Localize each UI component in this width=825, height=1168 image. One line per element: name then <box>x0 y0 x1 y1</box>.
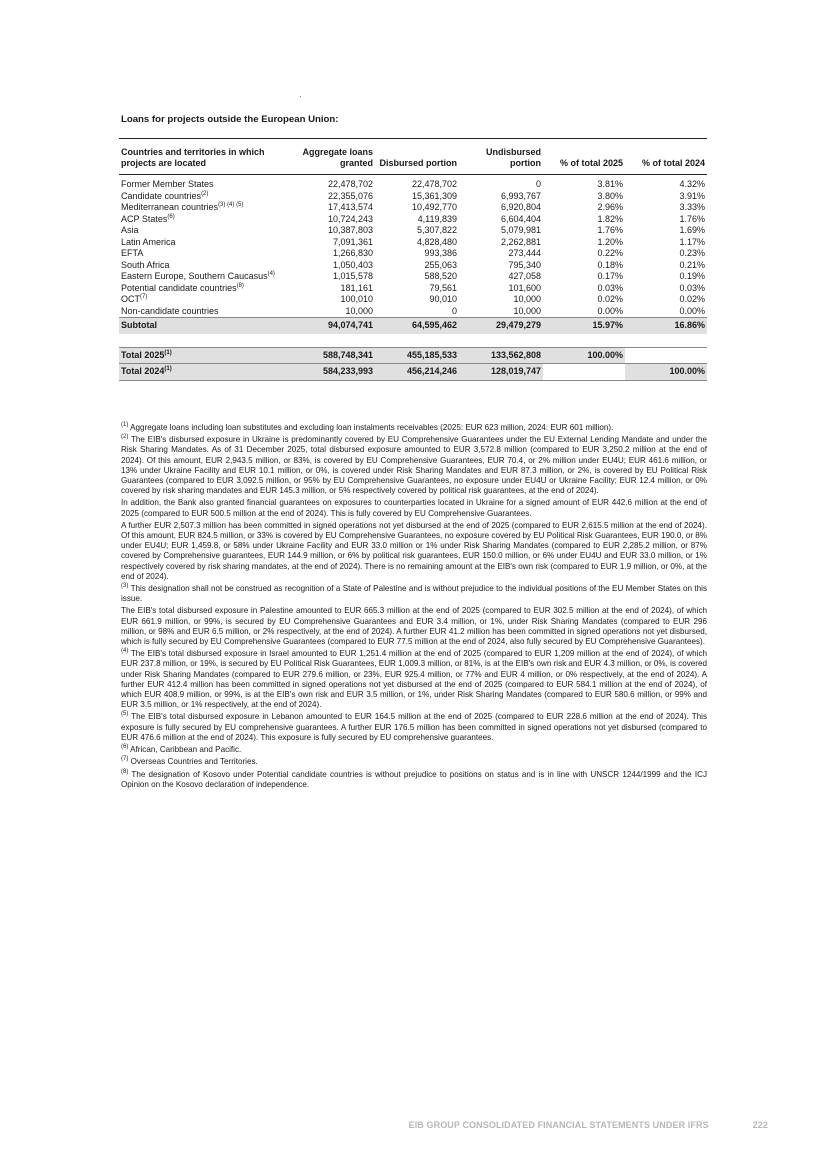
footnote <box>121 606 707 647</box>
subtotal-pct2024: 16.86% <box>625 318 707 334</box>
cell-pct2025: 0.18% <box>597 259 623 270</box>
cell-aggregate: 1,266,830 <box>332 248 373 258</box>
col-header-pct-2024: % of total 2024 <box>625 139 707 175</box>
footnote <box>121 584 707 604</box>
footnote-text: A further EUR 2,507.3 million has been committed in signed operations not yet disbursed at the end of 2025 (compared to EUR 2,615.5 million at the end of 2024). Of this amount, EUR 824.5 million, or 33% is covered by EU Comprehensive Guarantees, no exposure covered by EU Political Risk Guarantees, EUR 190.0, or 8% under EU4U; EUR 1,459.8, or 58% under Ukraine Facility and EUR 33.0 million or 1% under Risk Sharing Mandates (compared to EUR 2,285.2 million, or 87% covered by Comprehensive guarantees, EUR 144.9 million, or 6% by political risk guarantees, EUR 150.0 million, or 6% under EU4U and EUR 33.0 million, or 1% respectively covered by risk sharing mandates, at the end of 2024). There is no remaining amount at the EIB's own risk (compared to EUR 1.9 million, or 0%, at the end of 2024). <box>121 520 707 581</box>
table-row <box>119 237 707 249</box>
row-label-text: ACP States <box>121 213 168 224</box>
cell-pct2025: 0.00% <box>597 305 623 316</box>
cell-aggregate: 22,478,702 <box>327 179 373 189</box>
footnote-marker: (5) <box>121 711 129 718</box>
cell-disbursed: 4,119,839 <box>417 213 457 224</box>
total-disbursed: 456,214,246 <box>375 364 459 381</box>
page-number: 222 <box>752 1120 768 1130</box>
cell-undisbursed: 6,920,804 <box>500 202 541 212</box>
table-row <box>119 260 707 272</box>
cell-aggregate: 100,010 <box>340 294 373 304</box>
cell-pct2025: 3.81% <box>597 179 623 189</box>
row-label-text: OCT <box>121 294 140 304</box>
total-label-text: Total 2025 <box>121 349 165 360</box>
total-undisbursed: 133,562,808 <box>459 347 543 364</box>
cell-aggregate: 181,161 <box>340 282 373 293</box>
cell-disbursed: 0 <box>451 305 457 316</box>
table-row <box>119 214 707 226</box>
cell-disbursed: 22,478,702 <box>411 179 457 189</box>
footer-title: EIB GROUP CONSOLIDATED FINANCIAL STATEMENTS UNDER IFRS <box>408 1120 709 1130</box>
cell-undisbursed: 0 <box>535 179 541 189</box>
cell-undisbursed: 10,000 <box>513 294 541 304</box>
cell-pct2025: 2.96% <box>597 202 623 212</box>
spacer-cell <box>119 334 707 348</box>
table-header-row <box>119 139 707 175</box>
cell-pct2025: 0.17% <box>597 271 623 281</box>
footnote-ref: (6) <box>167 213 175 220</box>
row-label <box>119 306 291 318</box>
col-header-pct-2025: % of total 2025 <box>543 139 625 175</box>
cell-disbursed: 993,386 <box>424 248 457 258</box>
subtotal-aggregate: 94,074,741 <box>291 318 375 334</box>
total-2025-row <box>119 347 707 364</box>
cell-aggregate: 17,413,574 <box>327 202 373 212</box>
footnote-ref: (3) (4) (5) <box>218 202 244 208</box>
loans-table <box>119 138 707 381</box>
row-label <box>119 248 291 260</box>
cell-pct2025: 0.03% <box>597 282 623 293</box>
footnote <box>121 712 707 743</box>
cell-pct2024: 0.00% <box>679 305 705 316</box>
cell-undisbursed: 5,079,981 <box>500 225 541 235</box>
footnote-text: Overseas Countries and Territories. <box>128 757 258 767</box>
row-label-text: Eastern Europe, Southern Caucasus <box>121 271 268 281</box>
cell-disbursed: 4,828,480 <box>416 236 457 247</box>
footnote-ref: (4) <box>267 271 275 277</box>
cell-pct2024: 0.02% <box>679 294 705 304</box>
cell-pct2025: 3.80% <box>597 190 623 201</box>
cell-pct2024: 0.21% <box>679 259 705 270</box>
footnote <box>121 435 707 496</box>
row-label-text: Asia <box>121 225 139 235</box>
footnote-text: In addition, the Bank also granted financial guarantees on exposures to counterparties located in Ukraine for a signed amount of EUR 442.6 million at the end of 2025 (compared to EUR 500.5 million at the end of 2024). This is fully covered by EU Comprehensive Guarantees. <box>121 498 707 518</box>
row-label-text: Non-candidate countries <box>121 305 219 316</box>
footnote-marker: (2) <box>121 434 129 441</box>
total-undisbursed: 128,019,747 <box>459 364 543 381</box>
row-label-text: Candidate countries <box>121 190 202 201</box>
table-row <box>119 191 707 203</box>
footnote <box>121 757 707 767</box>
footnote-ref: (7) <box>140 294 148 300</box>
footnote-text: The EIB's total disbursed exposure in Israel amounted to EUR 1,251.4 million at the end of 2025 (compared to EUR 1,209 million at the end of 2024), of which EUR 237.8 million, or 19%, is secured by EU Political Risk Guarantees, EUR 1,009.3 million, or 81%, is at the EIB's own risk and EUR 4.3 million, or 0%, is covered under Risk Sharing Mandates (compared to EUR 279.6 million, or 23%, EUR 925.4 million, or 77% and EUR 4 million, or 0% respectively, at the end of 2024). A further EUR 412.4 million has been committed in signed operations not yet disbursed at the end of 2025 (compared to EUR 584.1 million at the end of 2024), of which EUR 408.9 million, or 99%, is at the EIB's own risk and EUR 3.5 million, or 1%, under Risk Sharing Mandates (compared to EUR 580.6 million, or 99% and EUR 3.5 million, or 1% respectively, at the end of 2024). <box>121 649 707 710</box>
total-label-text: Total 2024 <box>121 366 165 376</box>
row-label-text: Former Member States <box>121 179 214 189</box>
table-row <box>119 225 707 237</box>
footnote-text: The EIB's total disbursed exposure in Palestine amounted to EUR 665.3 million at the end of 2025 (compared to EUR 302.5 million at the end of 2024), of which EUR 661.9 million, or 99%, is secured by EU Comprehensive Guarantees and EUR 3.4 million, or 1%, under Risk Sharing Mandates (compared to EUR 296 million, or 98% and EUR 6.5 million, or 2% respectively, at the end of 2024). A further EUR 41.2 million has been committed in signed operations not yet disbursed, which is fully secured by EU Comprehensive Guarantees (compared to EUR 77.5 million at the end of 2024, also fully secured by EU Comprehensive Guarantees). <box>121 606 707 647</box>
footnote-text: Aggregate loans including loan substitutes and excluding loan instalments receivables (2025: EUR 623 million, 2024: EUR 601 million). <box>128 423 614 432</box>
cell-pct2025: 1.20% <box>597 236 623 247</box>
cell-pct2024: 0.23% <box>679 248 705 258</box>
footnote <box>121 423 707 433</box>
footnote-marker: (4) <box>121 648 129 655</box>
cell-undisbursed: 10,000 <box>513 305 541 316</box>
cell-aggregate: 10,724,243 <box>327 213 373 224</box>
cell-undisbursed: 427,058 <box>508 271 541 281</box>
row-label-text: South Africa <box>121 259 170 270</box>
cell-pct2024: 0.03% <box>679 282 705 293</box>
row-label <box>119 191 291 203</box>
cell-pct2024: 4.32% <box>679 179 705 189</box>
table-row <box>119 202 707 214</box>
total-2024-row <box>119 364 707 381</box>
subtotal-pct2025: 15.97% <box>543 318 625 334</box>
table-row <box>119 248 707 260</box>
footnote <box>121 521 707 582</box>
row-label <box>119 260 291 272</box>
footnote-marker: (1) <box>121 422 129 428</box>
row-label-text: EFTA <box>121 248 144 258</box>
cell-pct2025: 1.82% <box>597 213 623 224</box>
footnote-text: This designation shall not be construed as recognition of a State of Palestine and is without prejudice to the individual positions of the EU Member States on this issue. <box>121 584 707 604</box>
footnote-marker: (6) <box>121 744 129 751</box>
cell-disbursed: 588,520 <box>424 271 457 281</box>
total-aggregate: 584,233,993 <box>291 364 375 381</box>
col-header-region: Countries and territories in which projects are located <box>119 139 291 175</box>
cell-pct2024: 3.33% <box>679 202 705 212</box>
total-pct2024 <box>625 347 707 364</box>
section-heading: Loans for projects outside the European Union: <box>121 114 339 125</box>
spacer-row <box>119 334 707 348</box>
col-header-disbursed: Disbursed portion <box>375 139 459 175</box>
cell-pct2024: 1.69% <box>679 225 705 235</box>
footnote-marker: (3) <box>121 583 129 590</box>
row-label <box>119 214 291 226</box>
cell-pct2024: 1.17% <box>679 236 705 247</box>
row-label <box>119 237 291 249</box>
cell-undisbursed: 6,604,404 <box>500 213 541 224</box>
cell-aggregate: 22,355,076 <box>327 190 373 201</box>
row-label-text: Mediterranean countries <box>121 202 219 212</box>
footnote-text: The EIB's disbursed exposure in Ukraine is predominantly covered by EU Comprehensive Guarantees under the EU External Lending Mandate and under the Risk Sharing Mandates. As of 31 December 2025, total disbursed exposure amounted to EUR 3,572.8 million (compared to EUR 3,250.2 million at the end of 2024). Of this amount, EUR 2,943.5 million, or 83%, is covered by EU Comprehensive Guarantees, EUR 70.4, or 2% million under EU4U; EUR 461.6 million, or 13% under Ukraine Facility and EUR 10.1 million, or 0%, is covered under Risk Sharing Mandates and EUR 87.3 million, or 2%, is covered by EU Political Risk Guarantees (compared to EUR 3,092.5 million, or 95% by EU Comprehensive Guarantees, no exposure under EU4U or Ukraine Facility; EUR 12.4 million, or 0% covered by risk sharing mandates and EUR 145.3 million, or 5% respectively covered by political risk guarantees, at the end of 2024). <box>121 435 707 496</box>
cell-aggregate: 7,091,361 <box>332 236 373 247</box>
subtotal-label: Subtotal <box>119 318 291 334</box>
footnote-ref: (2) <box>201 190 209 197</box>
cell-undisbursed: 795,340 <box>508 259 541 270</box>
table-row <box>119 271 707 283</box>
total-pct2025 <box>543 364 625 381</box>
stray-dot <box>300 96 301 97</box>
subtotal-undisbursed: 29,479,279 <box>459 318 543 334</box>
row-label-text: Latin America <box>121 236 176 247</box>
footnote-ref: (1) <box>164 366 172 372</box>
cell-aggregate: 1,050,403 <box>332 259 373 270</box>
row-label <box>119 225 291 237</box>
cell-pct2024: 3.91% <box>679 190 705 201</box>
subtotal-row <box>119 318 707 334</box>
cell-undisbursed: 2,262,881 <box>500 236 541 247</box>
cell-disbursed: 10,492,770 <box>411 202 457 212</box>
page-footer <box>409 1120 768 1130</box>
footnote-marker: (7) <box>121 756 129 763</box>
cell-pct2024: 1.76% <box>679 213 705 224</box>
total-disbursed: 455,185,533 <box>375 347 459 364</box>
footnote-ref: (1) <box>164 349 172 356</box>
cell-pct2025: 0.22% <box>597 248 623 258</box>
total-label <box>119 347 291 364</box>
footnote-text: The EIB's total disbursed exposure in Lebanon amounted to EUR 164.5 million at the end of 2025 (compared to EUR 228.6 million at the end of 2024). This exposure is fully secured by EU comprehensive guarantees. A further EUR 176.5 million has been committed in signed operations not yet disbursed (compared to EUR 476.6 million at the end of 2024). This exposure is fully secured by EU comprehensive guarantees. <box>121 712 707 742</box>
footnote <box>121 745 707 755</box>
footnote-marker: (8) <box>121 768 129 775</box>
cell-undisbursed: 273,444 <box>508 248 541 258</box>
footnote <box>121 770 707 790</box>
table-row <box>119 175 707 191</box>
subtotal-disbursed: 64,595,462 <box>375 318 459 334</box>
cell-disbursed: 15,361,309 <box>411 190 457 201</box>
cell-disbursed: 255,063 <box>424 259 457 270</box>
row-label <box>119 202 291 214</box>
cell-undisbursed: 101,600 <box>508 282 541 293</box>
cell-pct2025: 1.76% <box>597 225 623 235</box>
cell-aggregate: 10,000 <box>345 305 373 316</box>
footnote <box>121 498 707 518</box>
cell-aggregate: 1,015,578 <box>332 271 373 281</box>
footnote-ref: (8) <box>236 282 244 289</box>
footnotes <box>121 423 707 792</box>
total-pct2025: 100.00% <box>543 347 625 364</box>
cell-aggregate: 10,387,803 <box>327 225 373 235</box>
row-label-text: Potential candidate countries <box>121 282 237 293</box>
total-label <box>119 364 291 381</box>
cell-disbursed: 79,561 <box>429 282 457 293</box>
footnote <box>121 649 707 710</box>
footnote-text: The designation of Kosovo under Potential candidate countries is without prejudice to positions on status and is in line with UNSCR 1244/1999 and the ICJ Opinion on the Kosovo declaration of independence. <box>121 769 707 789</box>
col-header-undisbursed: Undisbursed portion <box>459 139 543 175</box>
table-row <box>119 306 707 318</box>
col-header-aggregate: Aggregate loans granted <box>291 139 375 175</box>
row-label <box>119 283 291 295</box>
cell-pct2025: 0.02% <box>597 294 623 304</box>
total-pct2024: 100.00% <box>625 364 707 381</box>
footnote-text: African, Caribbean and Pacific. <box>128 745 242 755</box>
table-row <box>119 283 707 295</box>
row-label <box>119 271 291 283</box>
table-row <box>119 294 707 306</box>
row-label <box>119 175 291 191</box>
total-aggregate: 588,748,341 <box>291 347 375 364</box>
cell-undisbursed: 6,993,767 <box>500 190 541 201</box>
cell-disbursed: 5,307,822 <box>416 225 457 235</box>
row-label <box>119 294 291 306</box>
cell-disbursed: 90,010 <box>429 294 457 304</box>
cell-pct2024: 0.19% <box>679 271 705 281</box>
